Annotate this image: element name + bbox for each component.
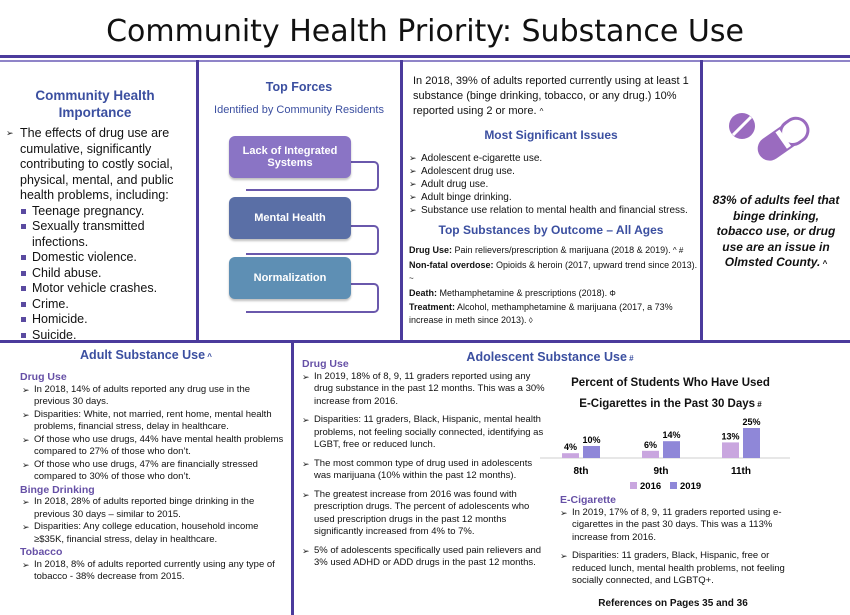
adult-heading-text: Adult Substance Use [80, 348, 206, 362]
adult-drug-heading: Drug Use [20, 371, 67, 383]
importance-item: Domestic violence. [20, 250, 192, 266]
chart-bar [722, 442, 739, 458]
importance-item: Child abuse. [20, 266, 192, 282]
references: References on Pages 35 and 36 [598, 598, 748, 609]
legend-label: 2016 [640, 481, 662, 492]
adult-body [22, 371, 288, 584]
issue-item: ➢ Adult drug use. [409, 178, 701, 191]
importance-item: Homicide. [20, 312, 192, 328]
importance-item: Motor vehicle crashes. [20, 281, 192, 297]
importance-list [20, 204, 192, 344]
adult-heading [4, 348, 288, 362]
outcome-mark: ~ [409, 274, 414, 283]
adolescent-ecig [560, 494, 786, 594]
ecig-chart [540, 410, 790, 496]
outcome-label: Non-fatal overdose: [409, 259, 494, 270]
olmsted-stat-mark: ^ [820, 259, 828, 268]
outcome-text: Alcohol, methamphetamine & marijuana (2017, a 73% increase in meth since 2013). [409, 302, 673, 325]
chart-data-label: 13% [721, 431, 740, 442]
middle-intro-text: In 2018, 39% of adults reported currently using at least 1 substance (binge drinking, tobacco, or any drug.) 10% reported using 2 or more. [413, 75, 689, 117]
importance-heading [20, 87, 170, 121]
chart-data-label: 4% [563, 442, 578, 453]
forces-subheading: Identified by Community Residents [214, 104, 384, 116]
pills-icon [727, 104, 819, 166]
adult-binge-heading: Binge Drinking [20, 483, 95, 496]
divider-v2 [400, 60, 403, 342]
importance-item: Crime. [20, 297, 192, 313]
middle-intro-mark: ^ [539, 107, 544, 116]
legend-swatch [670, 482, 677, 489]
chart-data-label: 6% [643, 439, 658, 450]
force-item-3: Normalization [229, 257, 351, 299]
adult-drug-item: ➢ Disparities: White, not married, rent home, mental health problems, financial stress, delay in healthcare. [22, 409, 288, 434]
chart-data-label: 14% [662, 430, 681, 441]
adult-tobacco-item: ➢ In 2018, 8% of adults reported currently using any type of tobacco - 38% decrease from 2015. [22, 559, 288, 584]
outcome-text: Opioids & heroin (2017, upward trend since 2013). [493, 259, 698, 270]
outcome-text: Pain relievers/prescription & marijuana (2018 & 2019). [452, 245, 671, 255]
adolescent-heading-mark: # [626, 354, 634, 363]
adolescent-drug [302, 358, 548, 576]
chart-bar [663, 441, 680, 458]
issue-item: ➢ Substance use relation to mental health and financial stress. [409, 204, 701, 217]
importance-body [6, 126, 192, 343]
outcome-mark: Φ [607, 288, 616, 298]
force-item-2: Mental Health [229, 197, 351, 239]
importance-item: Teenage pregnancy. [20, 204, 192, 220]
outcomes-list [409, 244, 699, 328]
chart-bar [583, 446, 600, 458]
chart-category-label: 11th [730, 466, 752, 477]
chart-bar [642, 451, 659, 458]
forces-heading: Top Forces [265, 80, 333, 94]
adult-drug-item: ➢ Of those who use drugs, 47% are financially stressed compared to 30% of those who don’t. [22, 459, 288, 484]
adult-tobacco-heading: Tobacco [20, 546, 63, 558]
importance-intro: ➢ The effects of drug use are cumulative, significantly contributing to costly social, physical, mental, and public health problems, including: [6, 126, 192, 204]
issues-list [409, 152, 701, 217]
adolescent-drug-heading: Drug Use [302, 358, 349, 370]
olmsted-stat [710, 193, 842, 272]
chart-title-line1: Percent of Students Who Have Used [571, 377, 770, 389]
chart-category-label: 8th [573, 466, 589, 477]
outcome-item [409, 287, 699, 301]
outcome-mark: ◊ [526, 315, 533, 325]
chart-bar [743, 428, 760, 458]
chart-data-label: 25% [742, 417, 761, 427]
chart-title-mark: # [755, 400, 762, 409]
outcome-label: Treatment: [409, 302, 456, 312]
outcome-label: Death: [409, 287, 438, 298]
outcome-item [409, 259, 699, 286]
divider-v1 [196, 60, 199, 342]
ecig-item: ➢ Disparities: 11 graders, Black, Hispanic, free or reduced lunch, mental health problems, not feeling socially connected, and LGBTQ+. [560, 550, 786, 588]
page-title: Community Health Priority: Substance Use [106, 14, 744, 49]
adolescent-drug-item: ➢ In 2019, 18% of 8, 9, 11 graders reported using any drug substance in the past 12 months. This was a 30% increase from 2016. [302, 371, 548, 409]
issue-item: ➢ Adolescent drug use. [409, 165, 701, 178]
adolescent-drug-item: ➢ Disparities: 11 graders, Black, Hispanic, mental health problems, not feeling socially connected, identifying as LGBT, free or reduced lunch. [302, 414, 548, 452]
chart-title-line2: E-Cigarettes in the Past 30 Days [579, 398, 756, 410]
ecig-list [560, 507, 786, 588]
importance-heading-line1: Community Health [35, 88, 155, 103]
importance-item: Suicide. [20, 328, 192, 344]
chart-title [553, 373, 788, 415]
chart-data-label: 10% [582, 435, 601, 445]
legend-label: 2019 [680, 481, 702, 492]
adolescent-heading-text: Adolescent Substance Use [466, 350, 627, 364]
outcome-heading: Top Substances by Outcome – All Ages [438, 223, 664, 237]
outcome-item [409, 301, 699, 327]
olmsted-stat-text: 83% of adults feel that binge drinking, tobacco use, or drug use are an issue in Olmsted County. [712, 193, 840, 269]
legend-swatch [630, 482, 637, 489]
outcome-text: Methamphetamine & prescriptions (2018). [437, 287, 608, 298]
issues-heading: Most Significant Issues [484, 128, 618, 142]
ecig-heading: E-Cigarette [560, 494, 617, 506]
adolescent-drug-item: ➢ The greatest increase from 2016 was found with prescription drugs. The percent of adolescents who used prescription drugs in the past 12 months significantly increased from 4% to 7%. [302, 489, 548, 539]
outcome-item [409, 244, 699, 258]
importance-item: Sexually transmitted infections. [20, 219, 192, 250]
adolescent-drug-item: ➢ The most common type of drug used in adolescents was marijuana (10% within the past 12 months). [302, 458, 548, 483]
importance-heading-line2: Importance [58, 105, 132, 120]
outcome-mark: ^ # [670, 246, 684, 255]
adult-heading-mark: ^ [205, 352, 212, 361]
force-item-1: Lack of Integrated Systems [229, 136, 351, 178]
issue-item: ➢ Adult binge drinking. [409, 191, 701, 204]
adolescent-drug-item: ➢ 5% of adolescents specifically used pain relievers and 3% used ADHD or ADD drugs in the past 12 months. [302, 545, 548, 570]
divider-v-bottom [291, 340, 294, 615]
middle-intro [413, 74, 697, 119]
outcome-label: Drug Use: [409, 245, 453, 255]
adult-binge-list [22, 496, 288, 546]
adult-drug-item: ➢ In 2018, 14% of adults reported any drug use in the previous 30 days. [22, 384, 288, 409]
divider-top-thin [0, 60, 850, 62]
adult-drug-item: ➢ Of those who use drugs, 44% have mental health problems compared to 27% of those who don’t. [22, 434, 288, 459]
issue-item: ➢ Adolescent e-cigarette use. [409, 152, 701, 165]
adolescent-drug-list [302, 371, 548, 570]
adult-drug-list [22, 384, 288, 484]
ecig-item: ➢ In 2019, 17% of 8, 9, 11 graders reported using e-cigarettes in the past 30 days. This was a 113% increase from 2016. [560, 507, 786, 545]
adult-binge-item: ➢ Disparities: Any college education, household income ≥$35K, financial stress, delay in healthcare. [22, 521, 288, 546]
adult-tobacco-list [22, 559, 288, 584]
divider-top [0, 55, 850, 58]
chart-bar [562, 453, 579, 458]
chart-category-label: 9th [653, 466, 669, 477]
adult-binge-item: ➢ In 2018, 28% of adults reported binge drinking in the previous 30 days – similar to 2015. [22, 496, 288, 521]
